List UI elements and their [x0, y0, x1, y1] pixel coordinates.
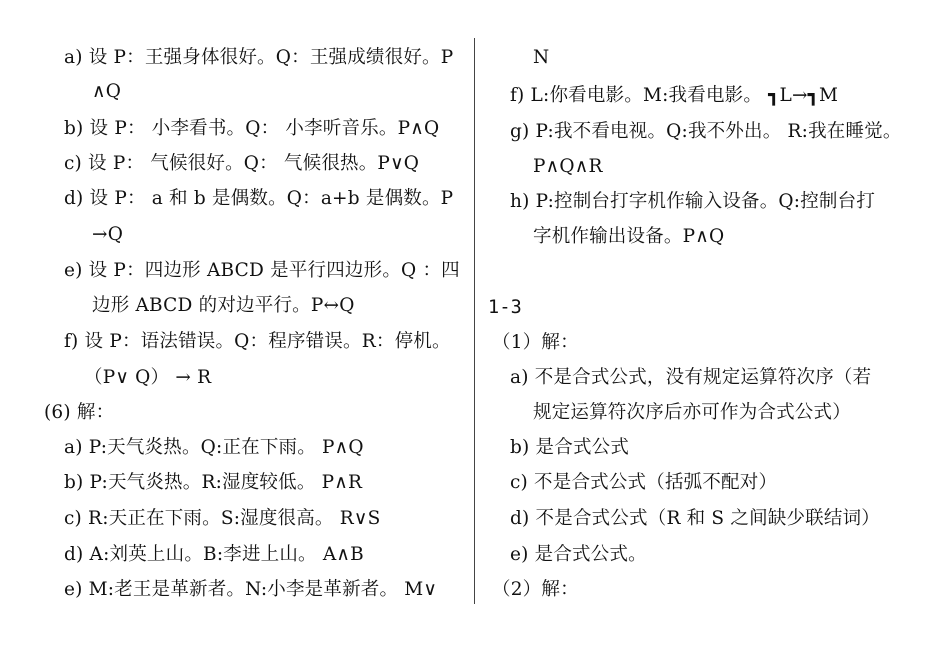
text-line: c) R:天正在下雨。S:湿度很高。 R∨S: [64, 508, 381, 529]
text-line: g) P:我不看电视。Q:我不外出。 R:我在睡觉。: [510, 121, 902, 142]
text-line: ∧Q: [92, 81, 122, 102]
text-line: a) 设 P：王强身体很好。Q：王强成绩很好。P: [64, 47, 454, 68]
text-line: c) 不是合式公式（括弧不配对）: [510, 472, 778, 493]
text-line: 边形 ABCD 的对边平行。P↔Q: [92, 295, 355, 316]
section-heading: (6) 解：: [44, 402, 115, 423]
text-line: P∧Q∧R: [533, 156, 603, 177]
text-line: f) 设 P：语法错误。Q：程序错误。R：停机。: [64, 331, 451, 352]
column-divider: [474, 38, 475, 604]
text-line: b) 设 P： 小李看书。Q： 小李听音乐。P∧Q: [64, 118, 440, 139]
text-line: b) 是合式公式: [510, 437, 630, 458]
text-line: e) M:老王是革新者。N:小李是革新者。 M∨: [64, 579, 438, 600]
text-line: c) 设 P： 气候很好。Q： 气候很热。P∨Q: [64, 153, 420, 174]
text-line: 字机作输出设备。P∧Q: [533, 226, 725, 247]
text-line: f) L:你看电影。M:我看电影。 ┓L→┓M: [510, 85, 839, 106]
text-line: d) 设 P： a 和 b 是偶数。Q：a+b 是偶数。P: [64, 188, 454, 209]
section-heading: （1）解：: [492, 332, 579, 353]
text-line: e) 是合式公式。: [510, 544, 647, 565]
text-line: e) 设 P：四边形 ABCD 是平行四边形。Q ：四: [64, 260, 460, 281]
text-line: 规定运算符次序后亦可作为合式公式）: [533, 402, 851, 423]
text-line: h) P:控制台打字机作输入设备。Q:控制台打: [510, 191, 876, 212]
text-line: b) P:天气炎热。R:湿度较低。 P∧R: [64, 472, 363, 493]
text-line: a) P:天气炎热。Q:正在下雨。 P∧Q: [64, 437, 364, 458]
section-number: 1-3: [488, 297, 523, 318]
text-line: d) A:刘英上山。B:李进上山。 A∧B: [64, 544, 364, 565]
text-line: （P∨ Q） → R: [84, 367, 212, 388]
text-line: a) 不是合式公式，没有规定运算符次序（若: [510, 367, 872, 388]
text-line: d) 不是合式公式（R 和 S 之间缺少联结词）: [510, 508, 880, 529]
section-heading: （2）解：: [492, 579, 579, 600]
text-line: →Q: [92, 224, 124, 245]
text-line: N: [533, 47, 550, 68]
